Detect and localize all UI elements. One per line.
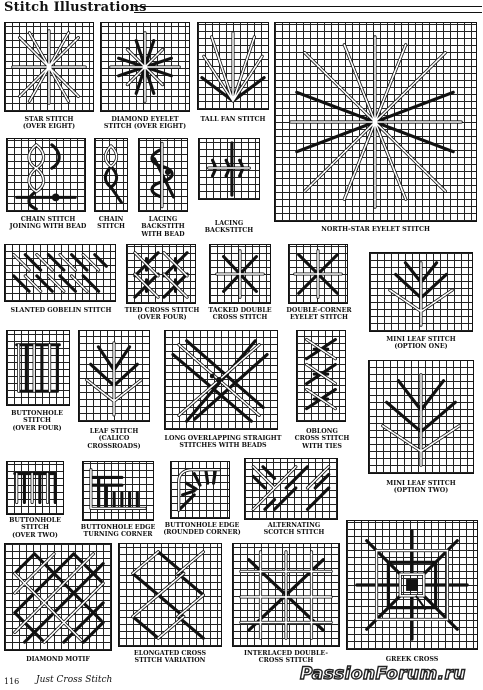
caption-lacing-backstitch-bead: LACING BACKSTITH WITH BEAD — [141, 216, 185, 238]
lacing-backstitch-illustration — [198, 138, 260, 200]
lacing-backstitch-bead-illustration — [138, 138, 188, 212]
caption-greek-cross: GREEK CROSS — [385, 656, 439, 663]
caption-buttonhole-edge-rounded: BUTTONHOLE EDGE (ROUNDED CORNER) — [163, 522, 241, 537]
caption-tied-cross: TIED CROSS STITCH (OVER FOUR) — [124, 307, 200, 322]
greek-cross-illustration — [346, 520, 478, 650]
buttonhole-over-four-illustration — [6, 330, 70, 406]
caption-mini-leaf-option-two: MINI LEAF STITCH (OPTION TWO) — [386, 480, 456, 495]
caption-lacing-backstitch: LACING BACKSTITCH — [204, 220, 254, 235]
publication-brand: Just Cross Stitch — [36, 675, 113, 685]
caption-diamond-motif: DIAMOND MOTIF — [26, 656, 90, 663]
caption-north-star-eyelet: NORTH-STAR EYELET STITCH — [321, 226, 430, 233]
caption-diamond-eyelet: DIAMOND EYELET STITCH (OVER EIGHT) — [103, 116, 187, 131]
north-star-eyelet-illustration — [274, 22, 477, 222]
alternating-scotch-illustration — [244, 458, 338, 520]
page-number: 116 — [4, 677, 20, 686]
diamond-motif-illustration — [4, 543, 112, 651]
caption-double-corner-eyelet: DOUBLE-CORNER EYELET STITCH — [286, 307, 352, 322]
buttonhole-edge-turning-corner-illustration — [82, 461, 154, 521]
interlaced-double-cross-illustration — [232, 543, 340, 647]
buttonhole-edge-rounded-illustration — [170, 461, 230, 519]
watermark-text: PassionForum.ru — [300, 664, 466, 684]
caption-interlaced-double-cross: INTERLACED DOUBLE- CROSS STITCH — [244, 650, 328, 665]
mini-leaf-option-one-illustration — [369, 252, 473, 332]
elongated-cross-variation-illustration — [118, 543, 222, 647]
tall-fan-illustration — [197, 22, 269, 110]
chain-stitch-illustration — [94, 138, 128, 212]
long-overlapping-straight-illustration — [164, 330, 278, 430]
mini-leaf-option-two-illustration — [368, 360, 474, 474]
caption-slanted-gobelin: SLANTED GOBELIN STITCH — [10, 307, 112, 314]
caption-buttonhole-over-four: BUTTONHOLE STITCH (OVER FOUR) — [11, 410, 63, 432]
page-header — [2, 0, 482, 18]
slanted-gobelin-illustration — [4, 244, 116, 302]
caption-chain-stitch-bead: CHAIN STITCH JOINING WITH BEAD — [9, 216, 87, 231]
caption-leaf-calico: LEAF STITCH (CALICO CROSSROADS) — [87, 428, 141, 450]
caption-tall-fan: TALL FAN STITCH — [200, 116, 266, 123]
caption-mini-leaf-option-one: MINI LEAF STITCH (OPTION ONE) — [386, 336, 456, 351]
caption-oblong-cross-ties: OBLONG CROSS STITCH WITH TIES — [294, 428, 350, 450]
tacked-double-cross-illustration — [209, 244, 271, 304]
tied-cross-illustration — [126, 244, 196, 304]
caption-tacked-double-cross: TACKED DOUBLE CROSS STITCH — [208, 307, 272, 322]
double-corner-eyelet-illustration — [288, 244, 348, 304]
caption-buttonhole-over-two: BUTTONHOLE STITCH (OVER TWO) — [9, 517, 61, 539]
caption-alternating-scotch: ALTERNATING SCOTCH STITCH — [263, 522, 325, 537]
header-rule — [134, 6, 482, 13]
caption-elongated-cross: ELONGATED CROSS STITCH VARIATION — [133, 650, 207, 665]
caption-chain-stitch: CHAIN STITCH — [97, 216, 125, 231]
leaf-calico-illustration — [78, 330, 150, 422]
caption-star-stitch: STAR STITCH (OVER EIGHT) — [22, 116, 76, 131]
caption-long-overlapping: LONG OVERLAPPING STRAIGHT STITCHES WITH BEADS — [164, 435, 282, 450]
star-stitch-illustration — [4, 22, 94, 112]
diamond-eyelet-illustration — [100, 22, 190, 112]
chain-stitch-bead-illustration — [6, 138, 86, 212]
caption-buttonhole-edge-corner: BUTTONHOLE EDGE TURNING CORNER — [80, 524, 156, 539]
oblong-cross-ties-illustration — [296, 330, 346, 422]
buttonhole-over-two-illustration — [6, 461, 64, 515]
page-title: Stitch Illustrations — [4, 0, 147, 15]
